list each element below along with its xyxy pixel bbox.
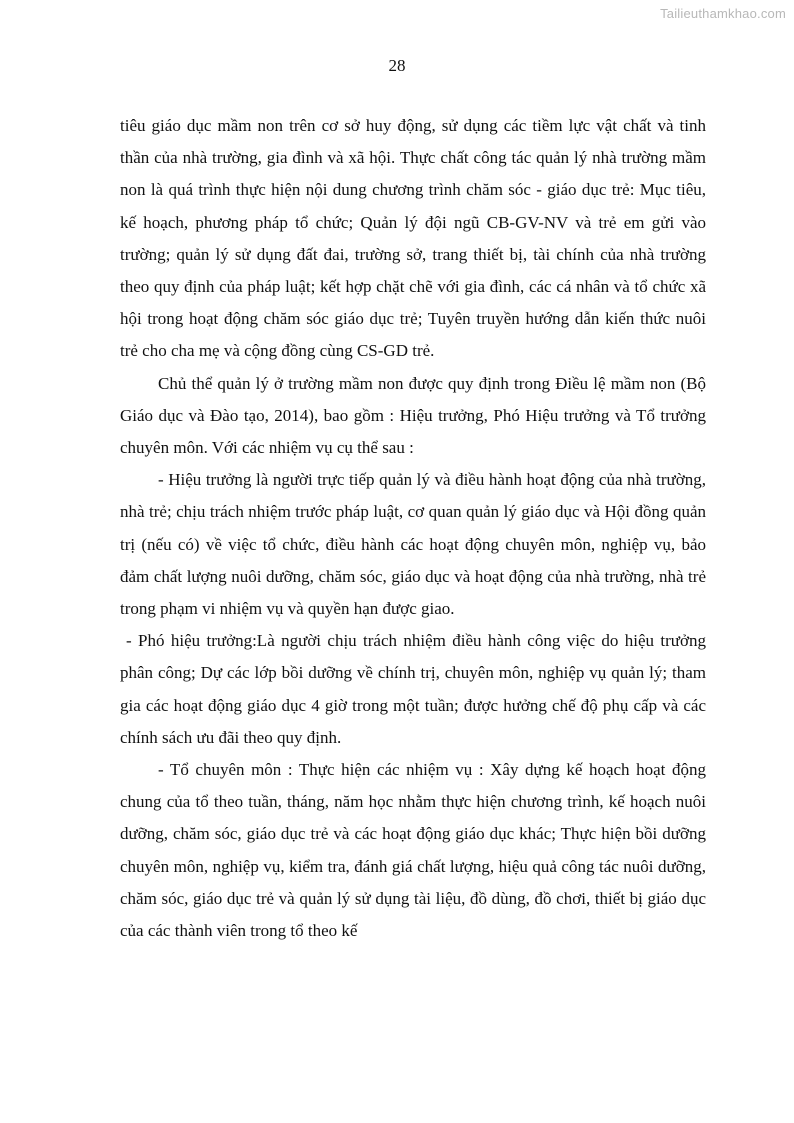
paragraph-vice-principal-duties: - Phó hiệu trưởng:Là người chịu trách nhiệm điều hành công việc do hiệu trưởng phân công; Dự các lớp bồi dưỡng về chính trị, chuyên môn, nghiệp vụ quản lý; tham gia các hoạt động giáo dục 4 giờ trong một tuần; được hưởng chế độ phụ cấp và các chính sách ưu đãi theo quy định. [120,631,706,747]
paragraph-continuation: tiêu giáo dục mầm non trên cơ sở huy động, sử dụng các tiềm lực vật chất và tinh thần của nhà trường, gia đình và xã hội. Thực chất công tác quản lý nhà trường mầm non là quá trình thực hiện nội dung chương trình chăm sóc - giáo dục trẻ: Mục tiêu, kế hoạch, phương pháp tổ chức; Quản lý đội ngũ CB-GV-NV và trẻ em gửi vào trường; quản lý sử dụng đất đai, trường sở, trang thiết bị, tài chính của nhà trường theo quy định của pháp luật; kết hợp chặt chẽ với gia đình, các cá nhân và tổ chức xã hội trong hoạt động chăm sóc giáo dục trẻ; Tuyên truyền hướng dẫn kiến thức nuôi trẻ cho cha mẹ và cộng đồng cùng CS-GD trẻ. [120,116,706,361]
document-body [120,110,706,947]
paragraph-professional-group-duties: - Tổ chuyên môn : Thực hiện các nhiệm vụ : Xây dựng kế hoạch hoạt động chung của tổ theo tuần, tháng, năm học nhằm thực hiện chương trình, kế hoạch nuôi dưỡng, chăm sóc, giáo dục trẻ và các hoạt động giáo dục khác; Thực hiện bồi dưỡng chuyên môn, nghiệp vụ, kiểm tra, đánh giá chất lượng, hiệu quả công tác nuôi dưỡng, chăm sóc, giáo dục trẻ và quản lý sử dụng tài liệu, đồ dùng, đồ chơi, thiết bị giáo dục của các thành viên trong tổ theo kế [120,760,706,941]
paragraph-management-subjects: Chủ thể quản lý ở trường mầm non được quy định trong Điều lệ mầm non (Bộ Giáo dục và Đào tạo, 2014), bao gồm : Hiệu trưởng, Phó Hiệu trưởng và Tổ trưởng chuyên môn. Với các nhiệm vụ cụ thể sau : [120,373,706,458]
watermark-text: Tailieuthamkhao.com [660,6,786,21]
page-number: 28 [388,56,406,75]
paragraph-principal-duties: - Hiệu trưởng là người trực tiếp quản lý và điều hành hoạt động của nhà trường, nhà trẻ; chịu trách nhiệm trước pháp luật, cơ quan quản lý giáo dục và Hội đồng quản trị (nếu có) về việc tổ chức, điều hành các hoạt động chuyên môn, nghiệp vụ, bảo đảm chất lượng nuôi dưỡng, chăm sóc, giáo dục và hoạt động của nhà trường, nhà trẻ trong phạm vi nhiệm vụ và quyền hạn được giao. [120,470,706,619]
